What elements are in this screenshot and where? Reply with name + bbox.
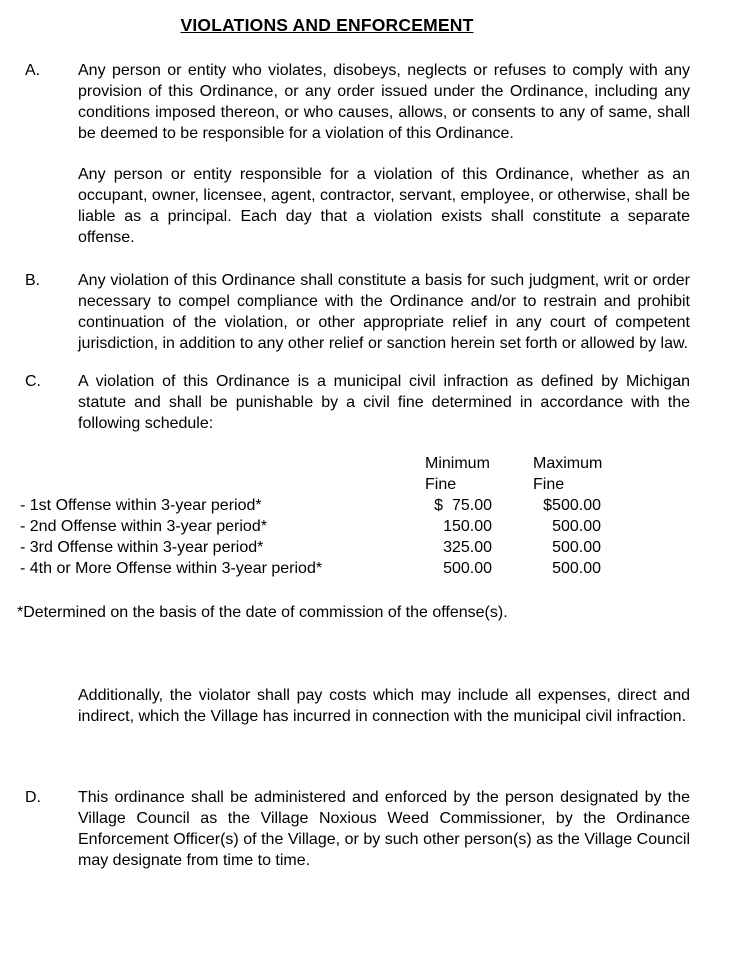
section-a-label: A. xyxy=(25,62,41,79)
column-spacer xyxy=(492,495,520,516)
section-c-label: C. xyxy=(25,373,41,390)
costs-paragraph: Additionally, the violator shall pay costs which may include all expenses, direct and indirect, which the Village has incurred in connection with the municipal civil infraction. xyxy=(78,687,690,725)
section-a xyxy=(0,60,734,248)
section-b-body xyxy=(78,270,690,354)
minimum-fine-value: 150.00 xyxy=(443,518,492,535)
offense-label: - 3rd Offense within 3-year period* xyxy=(20,539,264,556)
column-spacer xyxy=(492,516,520,537)
minimum-fine-value: 500.00 xyxy=(443,560,492,577)
section-a-paragraph-2: Any person or entity responsible for a violation of this Ordinance, whether as an occupant, owner, licensee, agent, contractor, servant, employee, or otherwise, shall be liable as a principal. Each day that a violation exists shall constitute a separate offense. xyxy=(78,166,690,246)
section-d-paragraph-1: This ordinance shall be administered and enforced by the person designated by the Village Council as the Village Noxious Weed Commissioner, by the Ordinance Enforcement Officer(s) of the Village, or by such other person(s) as the Village Council may designate from time to time. xyxy=(78,789,690,869)
offense-label: - 4th or More Offense within 3-year period* xyxy=(20,560,323,577)
section-c xyxy=(0,371,734,434)
section-d xyxy=(0,787,734,871)
minimum-fine-header-line2: Fine xyxy=(425,476,457,493)
column-spacer xyxy=(492,558,520,579)
section-c-body xyxy=(78,371,690,434)
section-b-paragraph-1: Any violation of this Ordinance shall constitute a basis for such judgment, writ or order necessary to compel compliance with the Ordinance and/or to restrain and prohibit continuation of the violation, or other appropriate relief in any court of competent jurisdiction, in addition to any other relief or sanction herein set forth or allowed by law. xyxy=(78,272,690,352)
section-a-paragraph-1: Any person or entity who violates, disobeys, neglects or refuses to comply with any provision of this Ordinance, or any order issued under the Ordinance, including any conditions imposed thereon, or who causes, allows, or consents to any of same, shall be deemed to be responsible for a violation of this Ordinance. xyxy=(78,62,690,142)
section-b xyxy=(0,270,734,354)
table-row xyxy=(0,558,734,579)
section-d-body xyxy=(78,787,690,871)
maximum-fine-value: $500.00 xyxy=(543,497,601,514)
offense-label: - 1st Offense within 3-year period* xyxy=(20,497,262,514)
section-b-label: B. xyxy=(25,272,41,289)
table-row xyxy=(0,495,734,516)
section-a-body xyxy=(78,60,690,248)
maximum-fine-header-line1: Maximum xyxy=(533,455,603,472)
table-row xyxy=(0,516,734,537)
fine-schedule-header xyxy=(0,453,734,495)
maximum-fine-header xyxy=(533,453,641,495)
offense-label: - 2nd Offense within 3-year period* xyxy=(20,518,267,535)
maximum-fine-value: 500.00 xyxy=(552,539,601,556)
maximum-fine-value: 500.00 xyxy=(552,560,601,577)
section-c-paragraph-1: A violation of this Ordinance is a municipal civil infraction as defined by Michigan statute and shall be punishable by a civil fine determined in accordance with the following schedule: xyxy=(78,373,690,432)
maximum-fine-value: 500.00 xyxy=(552,518,601,535)
fine-schedule-table xyxy=(0,453,734,623)
schedule-footnote: *Determined on the basis of the date of commission of the offense(s). xyxy=(17,604,508,621)
table-row xyxy=(0,537,734,558)
section-d-label: D. xyxy=(25,789,41,806)
maximum-fine-header-line2: Fine xyxy=(533,476,565,493)
minimum-fine-header xyxy=(425,453,533,495)
minimum-fine-value: $ 75.00 xyxy=(434,497,492,514)
minimum-fine-header-line1: Minimum xyxy=(425,455,490,472)
column-spacer xyxy=(492,537,520,558)
minimum-fine-value: 325.00 xyxy=(443,539,492,556)
page-title: VIOLATIONS AND ENFORCEMENT xyxy=(180,15,474,35)
